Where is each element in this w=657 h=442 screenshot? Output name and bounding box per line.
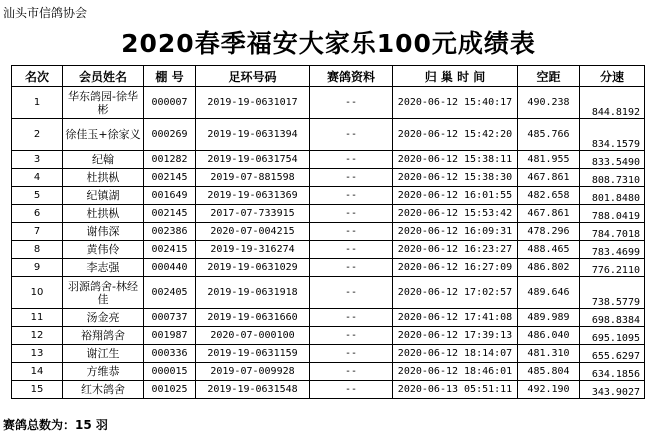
cell-ring-number: 2017-07-733915: [196, 205, 310, 223]
cell-ring-number: 2019-07-009928: [196, 363, 310, 381]
cell-arrival-time: 2020-06-12 18:14:07: [393, 345, 518, 363]
header-rank: 名次: [12, 66, 63, 87]
cell-speed: 783.4699: [580, 241, 645, 259]
cell-member-name: 汤金亮: [63, 309, 144, 327]
table-row: [12, 205, 645, 223]
cell-rank: 2: [12, 119, 63, 151]
cell-member-name: 黄伟伶: [63, 241, 144, 259]
cell-arrival-time: 2020-06-12 15:38:11: [393, 151, 518, 169]
cell-arrival-time: 2020-06-12 15:42:20: [393, 119, 518, 151]
table-row: [12, 223, 645, 241]
cell-speed: 634.1856: [580, 363, 645, 381]
cell-speed: 655.6297: [580, 345, 645, 363]
cell-loft-number: 002145: [144, 169, 196, 187]
table-row: [12, 381, 645, 399]
table-body: [12, 87, 645, 399]
cell-loft-number: 000007: [144, 87, 196, 119]
cell-member-name: 谢伟深: [63, 223, 144, 241]
cell-loft-number: 000336: [144, 345, 196, 363]
cell-ring-number: 2020-07-004215: [196, 223, 310, 241]
cell-speed: 698.8384: [580, 309, 645, 327]
cell-distance: 482.658: [518, 187, 580, 205]
cell-distance: 485.766: [518, 119, 580, 151]
header-loft-number: 棚 号: [144, 66, 196, 87]
cell-member-name: 红木鸽舍: [63, 381, 144, 399]
cell-member-name: 李志强: [63, 259, 144, 277]
header-pigeon-info: 赛鸽资料: [310, 66, 393, 87]
cell-loft-number: 001987: [144, 327, 196, 345]
cell-rank: 13: [12, 345, 63, 363]
cell-loft-number: 000015: [144, 363, 196, 381]
header-speed: 分速: [580, 66, 645, 87]
cell-speed: 834.1579: [580, 119, 645, 151]
cell-pigeon-info: --: [310, 151, 393, 169]
cell-rank: 1: [12, 87, 63, 119]
cell-arrival-time: 2020-06-13 05:51:11: [393, 381, 518, 399]
cell-distance: 467.861: [518, 169, 580, 187]
cell-pigeon-info: --: [310, 277, 393, 309]
results-table: [11, 65, 645, 399]
cell-speed: 343.9027: [580, 381, 645, 399]
table-row: [12, 169, 645, 187]
header-member-name: 会员姓名: [63, 66, 144, 87]
cell-arrival-time: 2020-06-12 15:40:17: [393, 87, 518, 119]
cell-distance: 485.804: [518, 363, 580, 381]
cell-member-name: 杜拱枞: [63, 205, 144, 223]
cell-speed: 808.7310: [580, 169, 645, 187]
cell-member-name: 杜拱枞: [63, 169, 144, 187]
cell-ring-number: 2019-19-0631369: [196, 187, 310, 205]
cell-loft-number: 000440: [144, 259, 196, 277]
cell-member-name: 谢江生: [63, 345, 144, 363]
cell-pigeon-info: --: [310, 259, 393, 277]
cell-rank: 7: [12, 223, 63, 241]
header-arrival-time: 归 巢 时 间: [393, 66, 518, 87]
cell-ring-number: 2019-07-881598: [196, 169, 310, 187]
cell-pigeon-info: --: [310, 363, 393, 381]
cell-distance: 489.646: [518, 277, 580, 309]
cell-arrival-time: 2020-06-12 17:39:13: [393, 327, 518, 345]
cell-rank: 3: [12, 151, 63, 169]
cell-rank: 5: [12, 187, 63, 205]
cell-ring-number: 2019-19-0631918: [196, 277, 310, 309]
cell-member-name: 徐佳玉+徐家义: [63, 119, 144, 151]
cell-pigeon-info: --: [310, 187, 393, 205]
cell-loft-number: 001025: [144, 381, 196, 399]
header-distance: 空距: [518, 66, 580, 87]
table-row: [12, 241, 645, 259]
cell-ring-number: 2019-19-316274: [196, 241, 310, 259]
cell-loft-number: 001282: [144, 151, 196, 169]
cell-member-name: 华东鸽园-徐华彬: [63, 87, 144, 119]
table-row: [12, 259, 645, 277]
cell-distance: 488.465: [518, 241, 580, 259]
cell-rank: 9: [12, 259, 63, 277]
cell-ring-number: 2019-19-0631548: [196, 381, 310, 399]
cell-rank: 10: [12, 277, 63, 309]
table-row: [12, 119, 645, 151]
cell-arrival-time: 2020-06-12 16:27:09: [393, 259, 518, 277]
table-row: [12, 187, 645, 205]
table-row: [12, 327, 645, 345]
total-pigeons: 赛鸽总数为：15 羽: [3, 418, 108, 432]
cell-rank: 14: [12, 363, 63, 381]
table-header-row: [12, 66, 645, 87]
table-row: [12, 277, 645, 309]
cell-arrival-time: 2020-06-12 17:02:57: [393, 277, 518, 309]
cell-arrival-time: 2020-06-12 18:46:01: [393, 363, 518, 381]
table-row: [12, 363, 645, 381]
table-row: [12, 151, 645, 169]
cell-arrival-time: 2020-06-12 15:53:42: [393, 205, 518, 223]
cell-distance: 467.861: [518, 205, 580, 223]
cell-pigeon-info: --: [310, 345, 393, 363]
cell-arrival-time: 2020-06-12 16:09:31: [393, 223, 518, 241]
cell-loft-number: 002386: [144, 223, 196, 241]
cell-loft-number: 000269: [144, 119, 196, 151]
table-row: [12, 345, 645, 363]
cell-pigeon-info: --: [310, 327, 393, 345]
cell-ring-number: 2019-19-0631159: [196, 345, 310, 363]
table-row: [12, 87, 645, 119]
cell-ring-number: 2020-07-000100: [196, 327, 310, 345]
cell-distance: 486.802: [518, 259, 580, 277]
cell-pigeon-info: --: [310, 119, 393, 151]
cell-rank: 15: [12, 381, 63, 399]
cell-distance: 490.238: [518, 87, 580, 119]
page-title: 2020春季福安大家乐100元成绩表: [121, 29, 536, 58]
cell-pigeon-info: --: [310, 169, 393, 187]
cell-speed: 695.1095: [580, 327, 645, 345]
cell-speed: 784.7018: [580, 223, 645, 241]
cell-loft-number: 002405: [144, 277, 196, 309]
cell-speed: 738.5779: [580, 277, 645, 309]
cell-distance: 492.190: [518, 381, 580, 399]
organization-name: 汕头市信鸽协会: [3, 6, 88, 20]
cell-loft-number: 002145: [144, 205, 196, 223]
cell-ring-number: 2019-19-0631754: [196, 151, 310, 169]
cell-loft-number: 002415: [144, 241, 196, 259]
cell-speed: 833.5490: [580, 151, 645, 169]
cell-loft-number: 001649: [144, 187, 196, 205]
cell-ring-number: 2019-19-0631017: [196, 87, 310, 119]
cell-arrival-time: 2020-06-12 16:01:55: [393, 187, 518, 205]
cell-pigeon-info: --: [310, 309, 393, 327]
cell-rank: 4: [12, 169, 63, 187]
cell-speed: 801.8480: [580, 187, 645, 205]
header-ring-number: 足环号码: [196, 66, 310, 87]
cell-rank: 12: [12, 327, 63, 345]
cell-arrival-time: 2020-06-12 15:38:30: [393, 169, 518, 187]
cell-speed: 776.2110: [580, 259, 645, 277]
cell-loft-number: 000737: [144, 309, 196, 327]
cell-speed: 788.0419: [580, 205, 645, 223]
cell-member-name: 纪镇湖: [63, 187, 144, 205]
cell-distance: 481.955: [518, 151, 580, 169]
cell-pigeon-info: --: [310, 241, 393, 259]
cell-distance: 489.989: [518, 309, 580, 327]
cell-pigeon-info: --: [310, 381, 393, 399]
cell-member-name: 纪翰: [63, 151, 144, 169]
cell-rank: 6: [12, 205, 63, 223]
cell-ring-number: 2019-19-0631660: [196, 309, 310, 327]
cell-arrival-time: 2020-06-12 16:23:27: [393, 241, 518, 259]
cell-pigeon-info: --: [310, 205, 393, 223]
cell-member-name: 裕翔鸽舍: [63, 327, 144, 345]
cell-member-name: 方维恭: [63, 363, 144, 381]
cell-member-name: 羽源鸽舍-林经佳: [63, 277, 144, 309]
cell-rank: 11: [12, 309, 63, 327]
cell-distance: 478.296: [518, 223, 580, 241]
cell-pigeon-info: --: [310, 223, 393, 241]
cell-arrival-time: 2020-06-12 17:41:08: [393, 309, 518, 327]
cell-distance: 486.040: [518, 327, 580, 345]
cell-ring-number: 2019-19-0631394: [196, 119, 310, 151]
cell-distance: 481.310: [518, 345, 580, 363]
cell-pigeon-info: --: [310, 87, 393, 119]
cell-rank: 8: [12, 241, 63, 259]
cell-ring-number: 2019-19-0631029: [196, 259, 310, 277]
table-row: [12, 309, 645, 327]
cell-speed: 844.8192: [580, 87, 645, 119]
